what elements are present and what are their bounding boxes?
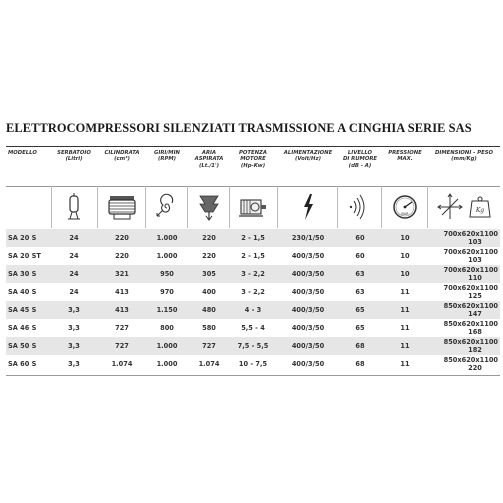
weight-value: 147 — [468, 310, 482, 318]
cell-pressione: 10 — [400, 234, 410, 242]
cell-rumore: 63 — [355, 270, 365, 278]
header-giri: GIRI/MIN (RPM) — [154, 150, 180, 163]
weight-value: 125 — [468, 292, 482, 300]
air-intake-icon — [196, 192, 222, 222]
divider — [381, 186, 382, 228]
header-aria: ARIA ASPIRATA (Lt./1') — [194, 150, 224, 169]
cylinder-icon — [104, 192, 140, 222]
weight-value: 110 — [468, 274, 482, 282]
cell-modello: SA 20 S — [8, 234, 37, 242]
weight-value: 182 — [468, 346, 482, 354]
cell-rumore: 60 — [355, 234, 365, 242]
divider — [427, 186, 428, 228]
dimensions-value: 850x620x1100 — [443, 356, 498, 364]
cell-serbatoio: 24 — [69, 252, 79, 260]
cell-serbatoio: 3,3 — [68, 360, 80, 368]
cell-aria: 220 — [202, 252, 216, 260]
cell-potenza: 2 - 1,5 — [241, 234, 265, 242]
cell-giri: 1.000 — [156, 342, 178, 350]
header-rumore: LIVELLO DI RUMORE (dB - A) — [342, 150, 378, 169]
cell-serbatoio: 3,3 — [68, 324, 80, 332]
cell-potenza: 10 - 7,5 — [238, 360, 268, 368]
pressure-gauge-label: BAR — [401, 212, 409, 216]
cell-modello: SA 40 S — [8, 288, 37, 296]
cell-giri: 1.000 — [156, 252, 178, 260]
cell-pressione: 11 — [400, 360, 410, 368]
table-row — [6, 301, 500, 319]
weight-value: 168 — [468, 328, 482, 336]
cell-modello: SA 60 S — [8, 360, 37, 368]
cell-alimentazione: 230/1/50 — [291, 234, 325, 242]
cell-dimensioni — [428, 302, 498, 320]
weight-label: Kg — [475, 207, 485, 214]
dimensions-value: 700x620x1100 — [443, 248, 498, 256]
cell-rumore: 65 — [355, 306, 365, 314]
divider — [51, 186, 52, 228]
weight-value: 220 — [468, 364, 482, 372]
table-row — [6, 265, 500, 283]
dimensions-value: 850x620x1100 — [443, 338, 498, 346]
sound-waves-icon — [348, 192, 372, 222]
cell-dimensioni — [428, 338, 498, 356]
cell-potenza: 3 - 2,2 — [241, 288, 265, 296]
cell-giri: 1.000 — [156, 360, 178, 368]
table-row — [6, 247, 500, 265]
cell-pressione: 10 — [400, 252, 410, 260]
cell-potenza: 5,5 - 4 — [241, 324, 265, 332]
cell-rumore: 68 — [355, 342, 365, 350]
cell-pressione: 11 — [400, 324, 410, 332]
cell-giri: 950 — [160, 270, 174, 278]
cell-aria: 480 — [202, 306, 216, 314]
cell-giri: 800 — [160, 324, 174, 332]
lightning-icon — [296, 192, 320, 222]
header-dimensioni: DIMENSIONI - PESO (mm/Kg) — [434, 150, 494, 163]
dimensions-value: 700x620x1100 — [443, 230, 498, 238]
cell-dimensioni — [428, 230, 498, 248]
dimensions-value: 700x620x1100 — [443, 266, 498, 274]
table-top-rule — [6, 146, 500, 147]
divider — [337, 186, 338, 228]
header-modello: MODELLO — [8, 150, 37, 156]
cell-alimentazione: 400/3/50 — [291, 360, 325, 368]
cell-cilindrata: 413 — [115, 288, 129, 296]
cell-giri: 1.000 — [156, 234, 178, 242]
cell-dimensioni — [428, 266, 498, 284]
cell-rumore: 60 — [355, 252, 365, 260]
cell-serbatoio: 24 — [69, 234, 79, 242]
dimensions-value: 700x620x1100 — [443, 284, 498, 292]
cell-pressione: 11 — [400, 288, 410, 296]
cell-pressione: 10 — [400, 270, 410, 278]
cell-alimentazione: 400/3/50 — [291, 342, 325, 350]
cell-cilindrata: 220 — [115, 234, 129, 242]
cell-alimentazione: 400/3/50 — [291, 252, 325, 260]
divider — [145, 186, 146, 228]
cell-pressione: 11 — [400, 306, 410, 314]
cell-cilindrata: 1.074 — [111, 360, 133, 368]
cell-dimensioni — [428, 284, 498, 302]
cell-aria: 580 — [202, 324, 216, 332]
cell-modello: SA 50 S — [8, 342, 37, 350]
header-alimentazione: ALIMENTAZIONE (Volt/Hz) — [283, 150, 333, 163]
cell-cilindrata: 321 — [115, 270, 129, 278]
table-row — [6, 229, 500, 247]
cell-dimensioni — [428, 356, 498, 374]
cell-cilindrata: 220 — [115, 252, 129, 260]
table-row — [6, 355, 500, 373]
cell-alimentazione: 400/3/50 — [291, 270, 325, 278]
page-title: ELETTROCOMPRESSORI SILENZIATI TRASMISSIONE A CINGHIA SERIE SAS — [6, 121, 472, 135]
cell-cilindrata: 727 — [115, 342, 129, 350]
dimensions-value: 850x620x1100 — [443, 302, 498, 310]
dimensions-value: 850x620x1100 — [443, 320, 498, 328]
cell-dimensioni — [428, 248, 498, 266]
cell-potenza: 3 - 2,2 — [241, 270, 265, 278]
table-bottom-rule — [6, 375, 500, 376]
cell-serbatoio: 3,3 — [68, 342, 80, 350]
cell-potenza: 4 - 3 — [244, 306, 262, 314]
cell-aria: 305 — [202, 270, 216, 278]
cell-modello: SA 45 S — [8, 306, 37, 314]
header-serbatoio: SERBATOIO (Litri) — [57, 150, 91, 163]
divider — [187, 186, 188, 228]
cell-potenza: 2 - 1,5 — [241, 252, 265, 260]
cell-alimentazione: 400/3/50 — [291, 306, 325, 314]
cell-modello: SA 20 ST — [8, 252, 41, 260]
cell-rumore: 68 — [355, 360, 365, 368]
cell-pressione: 11 — [400, 342, 410, 350]
cell-aria: 400 — [202, 288, 216, 296]
cell-potenza: 7,5 - 5,5 — [237, 342, 269, 350]
weight-value: 103 — [468, 238, 482, 246]
motor-icon — [236, 192, 270, 222]
cell-modello: SA 46 S — [8, 324, 37, 332]
cell-rumore: 65 — [355, 324, 365, 332]
header-cilindrata: CILINDRATA (cm³) — [104, 150, 140, 163]
cell-giri: 970 — [160, 288, 174, 296]
cell-dimensioni — [428, 320, 498, 338]
table-row — [6, 319, 500, 337]
dimensions-weight-icon — [436, 192, 496, 222]
divider — [229, 186, 230, 228]
cell-aria: 727 — [202, 342, 216, 350]
cell-giri: 1.150 — [156, 306, 178, 314]
cell-aria: 1.074 — [198, 360, 220, 368]
pressure-gauge-icon — [390, 192, 420, 222]
cell-cilindrata: 727 — [115, 324, 129, 332]
cell-alimentazione: 400/3/50 — [291, 288, 325, 296]
cell-modello: SA 30 S — [8, 270, 37, 278]
divider — [97, 186, 98, 228]
cell-serbatoio: 24 — [69, 270, 79, 278]
tank-icon — [62, 192, 86, 222]
weight-value: 103 — [468, 256, 482, 264]
cell-cilindrata: 413 — [115, 306, 129, 314]
table-row — [6, 337, 500, 355]
cell-serbatoio: 24 — [69, 288, 79, 296]
header-pressione: PRESSIONE MAX. — [388, 150, 422, 163]
cell-aria: 220 — [202, 234, 216, 242]
cell-serbatoio: 3,3 — [68, 306, 80, 314]
spiral-icon — [154, 192, 180, 222]
divider — [277, 186, 278, 228]
table-row — [6, 283, 500, 301]
header-potenza: POTENZA MOTORE (Hp-Kw) — [239, 150, 267, 169]
cell-rumore: 63 — [355, 288, 365, 296]
cell-alimentazione: 400/3/50 — [291, 324, 325, 332]
